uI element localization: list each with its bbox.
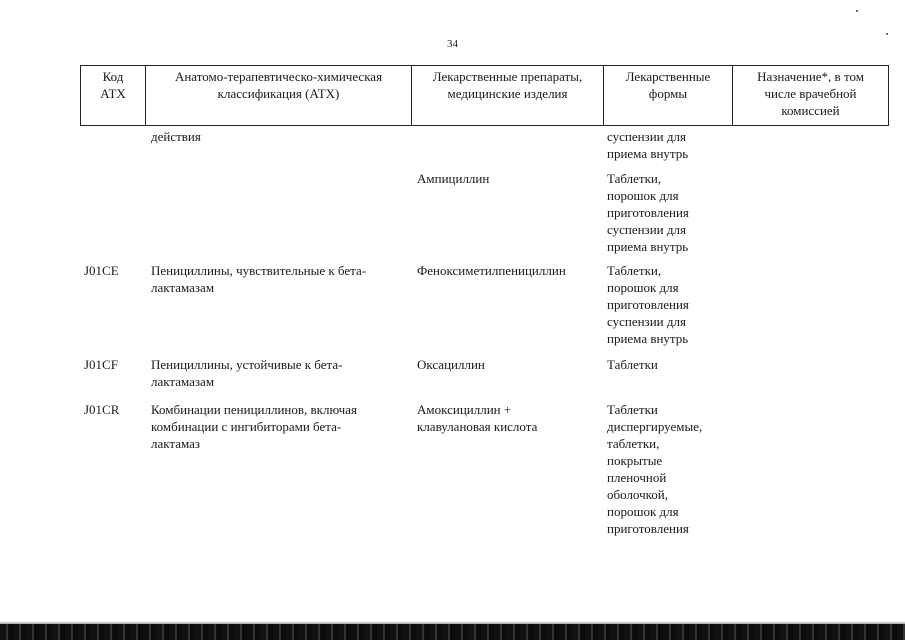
row-3-drug: Оксациллин	[417, 357, 485, 372]
header-drugs: Лекарственные препараты, медицинские изделия	[412, 66, 604, 125]
row-4-form: Таблетки диспергируемые, таблетки, покрытые пленочной оболочкой, порошок для приготовления	[607, 402, 703, 536]
row-3-form: Таблетки	[607, 357, 658, 372]
row-1-form: Таблетки, порошок для приготовления суспензии для приема внутрь	[607, 171, 689, 254]
scan-speck	[856, 10, 858, 12]
row-1-drug: Ампициллин	[417, 171, 490, 186]
row-2-classification: Пенициллины, чувствительные к бета- лактамазам	[151, 263, 367, 295]
header-purpose: Назначение*, в том числе врачебной комиссией	[757, 69, 864, 118]
row-4-drug: Амоксициллин + клавулановая кислота	[417, 402, 538, 434]
scan-speck	[886, 33, 888, 35]
row-3-code: J01CF	[84, 357, 118, 372]
row-4-classification: Комбинации пенициллинов, включая комбинации с ингибиторами бета- лактамаз	[151, 402, 357, 451]
page-number: 34	[447, 38, 458, 50]
header-code: Код АТХ	[81, 66, 146, 125]
table-header	[80, 65, 889, 126]
header-classification: Анатомо-терапевтическо-химическая классификация (АТХ)	[146, 66, 412, 125]
row-2-code: J01CE	[84, 263, 119, 278]
row-2-form: Таблетки, порошок для приготовления суспензии для приема внутрь	[607, 263, 689, 346]
row-0-classification: действия	[151, 129, 201, 144]
row-4-code: J01CR	[84, 402, 120, 417]
header-forms: Лекарственные формы	[604, 66, 733, 125]
row-0-form: суспензии для приема внутрь	[607, 129, 689, 161]
scan-edge-bar	[0, 624, 905, 640]
row-3-classification: Пенициллины, устойчивые к бета- лактамазам	[151, 357, 343, 389]
row-2-drug: Феноксиметилпенициллин	[417, 263, 566, 278]
